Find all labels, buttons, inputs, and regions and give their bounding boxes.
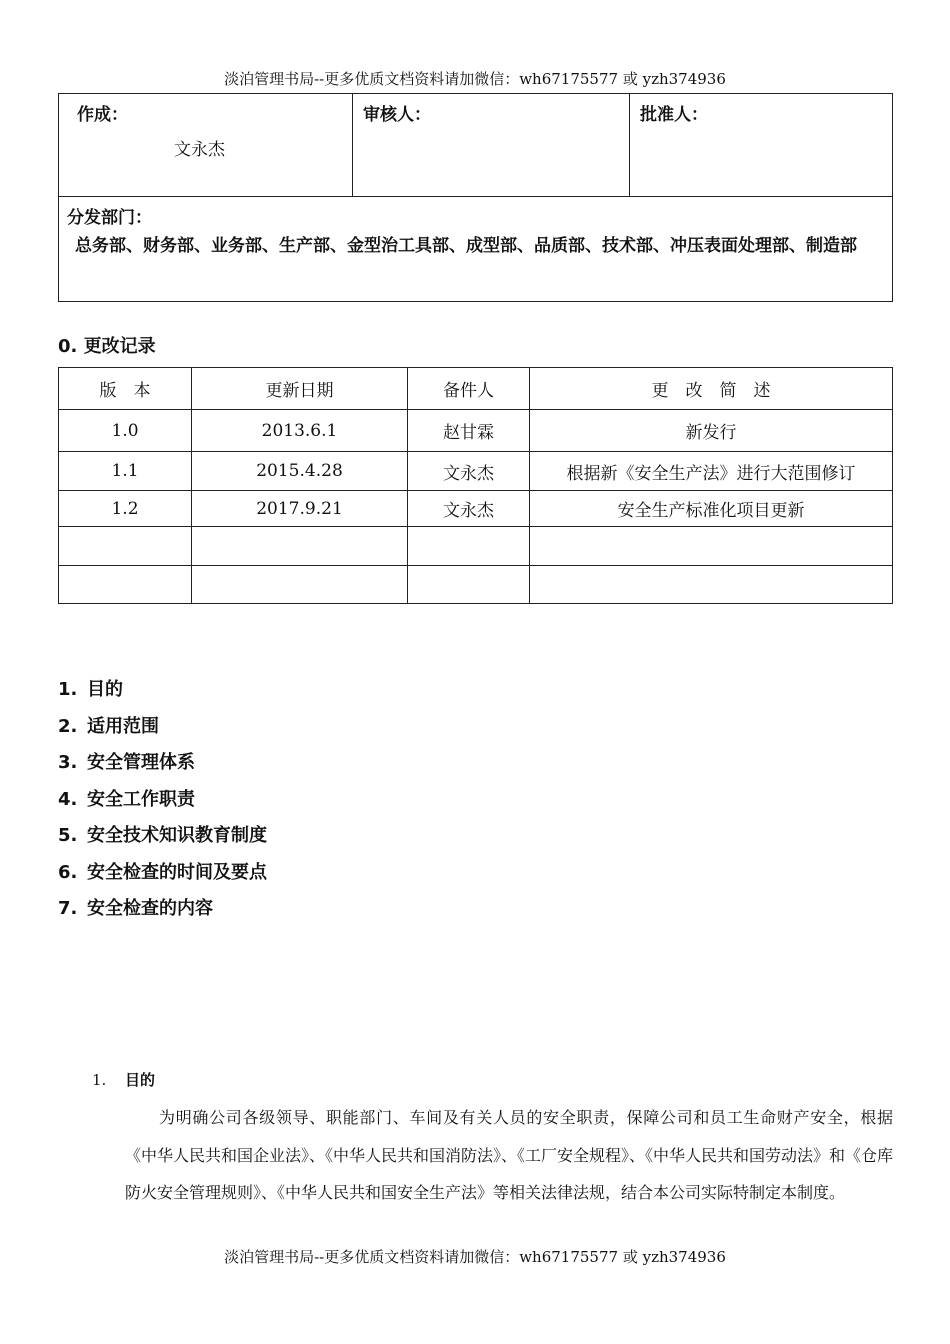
toc-item bbox=[58, 786, 267, 823]
header-date: 更新日期 bbox=[192, 368, 408, 410]
change-record-table bbox=[58, 367, 893, 604]
cell-version: 1.0 bbox=[59, 410, 192, 452]
toc-number: 3. bbox=[58, 752, 78, 773]
cell-summary bbox=[530, 527, 893, 566]
toc-text: 安全检查的时间及要点 bbox=[87, 861, 267, 883]
header-summary: 更 改 简 述 bbox=[530, 368, 893, 410]
table-row bbox=[59, 527, 893, 566]
toc-number: 7. bbox=[58, 898, 78, 919]
cell-date: 2017.9.21 bbox=[192, 491, 408, 527]
toc-number: 1. bbox=[58, 679, 78, 700]
toc-item bbox=[58, 822, 267, 859]
table-row bbox=[59, 410, 893, 452]
cell-person: 文永杰 bbox=[408, 452, 530, 491]
distribution-label: 分发部门： bbox=[67, 208, 152, 228]
cell-summary: 根据新《安全生产法》进行大范围修订 bbox=[530, 452, 893, 491]
toc-text: 安全检查的内容 bbox=[87, 898, 213, 919]
cell-person: 文永杰 bbox=[408, 491, 530, 527]
cell-summary: 安全生产标准化项目更新 bbox=[530, 491, 893, 527]
footer-note: 淡泊管理书局--更多优质文档资料请加微信：wh67175577 或 yzh374936 bbox=[224, 1248, 726, 1266]
cell-version: 1.1 bbox=[59, 452, 192, 491]
cell-version bbox=[59, 566, 192, 604]
toc-text: 安全工作职责 bbox=[87, 788, 195, 810]
cell-version: 1.2 bbox=[59, 491, 192, 527]
toc-number: 6. bbox=[58, 861, 78, 883]
toc-item bbox=[58, 859, 267, 896]
cell-date bbox=[192, 566, 408, 604]
cell-summary: 新发行 bbox=[530, 410, 893, 452]
toc-text: 适用范围 bbox=[87, 715, 159, 737]
author-cell bbox=[59, 94, 353, 197]
toc-item bbox=[58, 713, 267, 750]
distribution-cell bbox=[59, 197, 893, 302]
toc-item bbox=[58, 676, 267, 713]
cell-date: 2013.6.1 bbox=[192, 410, 408, 452]
toc-number: 4. bbox=[58, 788, 78, 810]
cell-date bbox=[192, 527, 408, 566]
reviewer-label: 审核人： bbox=[363, 105, 431, 125]
signoff-table bbox=[58, 93, 893, 302]
toc-text: 目的 bbox=[87, 679, 123, 700]
header-version: 版 本 bbox=[59, 368, 192, 410]
distribution-text: 总务部、财务部、业务部、生产部、金型治工具部、成型部、品质部、技术部、冲压表面处理部、制造部 bbox=[75, 236, 857, 256]
toc-number: 2. bbox=[58, 715, 78, 737]
section-1-title: 目的 bbox=[125, 1071, 156, 1089]
toc-text: 安全管理体系 bbox=[87, 752, 195, 773]
author-label: 作成： bbox=[77, 105, 128, 125]
table-header-row bbox=[59, 368, 893, 410]
reviewer-cell bbox=[353, 94, 630, 197]
toc-number: 5. bbox=[58, 825, 78, 846]
table-row bbox=[59, 566, 893, 604]
approver-cell bbox=[630, 94, 893, 197]
cell-date: 2015.4.28 bbox=[192, 452, 408, 491]
header-person: 备件人 bbox=[408, 368, 530, 410]
section-1-number: 1. bbox=[92, 1071, 107, 1089]
section-1-heading bbox=[92, 1069, 155, 1090]
table-row bbox=[59, 452, 893, 491]
table-row bbox=[59, 491, 893, 527]
cell-person bbox=[408, 566, 530, 604]
header-note: 淡泊管理书局--更多优质文档资料请加微信：wh67175577 或 yzh374936 bbox=[224, 70, 726, 88]
cell-person: 赵甘霖 bbox=[408, 410, 530, 452]
table-of-contents bbox=[58, 676, 267, 932]
change-record-title: 0. 更改记录 bbox=[58, 336, 156, 357]
cell-summary bbox=[530, 566, 893, 604]
toc-item bbox=[58, 895, 267, 932]
author-name: 文永杰 bbox=[174, 140, 225, 160]
toc-text: 安全技术知识教育制度 bbox=[87, 825, 267, 846]
section-1-body: 为明确公司各级领导、职能部门、车间及有关人员的安全职责，保障公司和员工生命财产安全，根据《中华人民共和国企业法》、《中华人民共和国消防法》、《工厂安全规程》、《中华人民共和国劳动法》和《仓库防火安全管理规则》、《中华人民共和国安全生产法》等相关法律法规，结合本公司实际特制定本制度。 bbox=[125, 1108, 894, 1202]
cell-version bbox=[59, 527, 192, 566]
cell-person bbox=[408, 527, 530, 566]
approver-label: 批准人： bbox=[640, 105, 708, 125]
toc-item bbox=[58, 749, 267, 786]
